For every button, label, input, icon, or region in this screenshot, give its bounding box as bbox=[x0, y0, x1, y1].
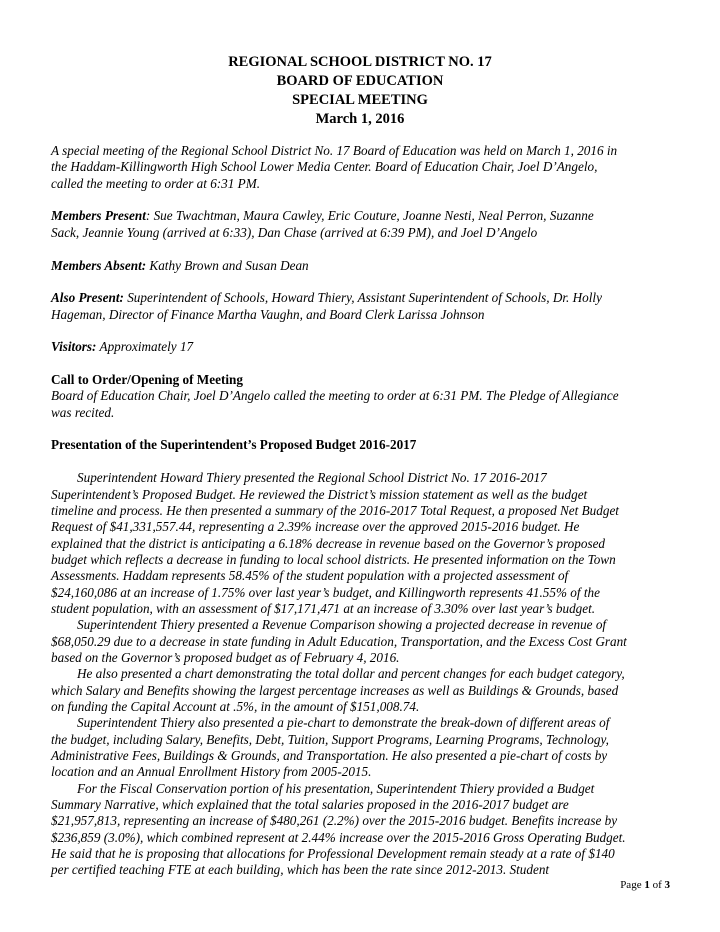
members-present-colon: : bbox=[145, 208, 151, 224]
call-to-order-section bbox=[51, 372, 676, 421]
page-number: 1 bbox=[644, 879, 650, 891]
paragraph-line: $68,050.29 due to a decrease in state funding in Adult Education, Transportation, and the Excess Cost Grant bbox=[51, 633, 627, 649]
document-body bbox=[51, 143, 676, 879]
paragraph-line: the budget, including Salary, Benefits, Debt, Tuition, Support Programs, Learning Programs, Technology, bbox=[51, 731, 609, 747]
paragraph-line: $21,957,813, representing an increase of $480,261 (2.2%) over the 2015-2016 budget. Benefits increase by bbox=[51, 813, 618, 829]
paragraph-line: Superintendent Howard Thiery presented the Regional School District No. 17 2016-2017 bbox=[77, 470, 547, 486]
members-absent-text: Kathy Brown and Susan Dean bbox=[146, 257, 309, 273]
paragraph-line: on funding the Capital Account at .5%, in the amount of $151,008.74. bbox=[51, 699, 420, 715]
paragraph-line: For the Fiscal Conservation portion of his presentation, Superintendent Thiery provided a Budget bbox=[77, 780, 595, 796]
members-absent-section bbox=[51, 258, 676, 274]
paragraph-line: budget which reflects a decrease in funding to local school districts. He presented information on the Town bbox=[51, 551, 616, 567]
members-absent-label: Members Absent: bbox=[51, 257, 147, 273]
presentation-paragraph-3 bbox=[51, 666, 676, 715]
visitors-text: Approximately 17 bbox=[96, 339, 194, 355]
members-present-line: Sue Twachtman, Maura Cawley, Eric Couture, Joanne Nesti, Neal Perron, Suzanne bbox=[150, 208, 594, 224]
header-board: BOARD OF EDUCATION bbox=[276, 73, 444, 89]
paragraph-line: He also presented a chart demonstrating the total dollar and percent changes for each budget category, bbox=[77, 666, 625, 682]
header-date: March 1, 2016 bbox=[315, 111, 405, 127]
paragraph-line: location and an Annual Enrollment History from 2005-2015. bbox=[51, 764, 372, 780]
header-district: REGIONAL SCHOOL DISTRICT NO. 17 bbox=[228, 54, 492, 70]
members-present-line: Sack, Jeannie Young (arrived at 6:33), Dan Chase (arrived at 6:39 PM), and Joel D’Angelo bbox=[51, 224, 538, 240]
also-present-label: Also Present: bbox=[51, 290, 124, 306]
visitors-section bbox=[51, 339, 676, 355]
also-present-line: Superintendent of Schools, Howard Thiery, Assistant Superintendent of Schools, Dr. Holly bbox=[123, 290, 602, 306]
members-present-section bbox=[51, 208, 676, 241]
paragraph-line: Administrative Fees, Buildings & Grounds, and Transportation. He also presented a pie-chart of costs by bbox=[51, 748, 608, 764]
call-to-order-heading: Call to Order/Opening of Meeting bbox=[51, 372, 243, 388]
presentation-section bbox=[51, 437, 676, 878]
members-present-label: Members Present bbox=[51, 208, 146, 224]
intro-line: called the meeting to order at 6:31 PM. bbox=[51, 175, 260, 191]
paragraph-line: per certified teaching FTE at each building, which has been the rate since 2012-2013. Student bbox=[51, 862, 550, 878]
paragraph-line: He said that he is proposing that allocations for Professional Development remain steady at a rate of $140 bbox=[51, 846, 615, 862]
intro-paragraph bbox=[51, 143, 676, 192]
paragraph-line: which Salary and Benefits showing the largest percentage increases as well as Buildings & Grounds, based bbox=[51, 682, 619, 698]
paragraph-line: Summary Narrative, which explained that the total salaries proposed in the 2016-2017 budget are bbox=[51, 797, 569, 813]
page-footer bbox=[620, 879, 670, 891]
paragraph-line: based on the Governor’s proposed budget as of February 4, 2016. bbox=[51, 649, 400, 665]
visitors-label: Visitors: bbox=[51, 339, 97, 355]
page-word: Page bbox=[620, 879, 645, 891]
call-to-order-line: Board of Education Chair, Joel D’Angelo called the meeting to order at 6:31 PM. The Pledge of Allegiance bbox=[51, 388, 619, 404]
paragraph-line: timeline and process. He then presented a summary of the 2016-2017 Total Request, a proposed Net Budget bbox=[51, 502, 619, 518]
presentation-paragraph-2 bbox=[51, 617, 676, 666]
page-total: 3 bbox=[664, 879, 670, 891]
presentation-paragraph-4 bbox=[51, 715, 676, 780]
presentation-heading: Presentation of the Superintendent’s Proposed Budget 2016-2017 bbox=[51, 437, 417, 453]
header-meeting-type: SPECIAL MEETING bbox=[292, 92, 428, 108]
intro-line: the Haddam-Killingworth High School Lower Media Center. Board of Education Chair, Joel D’Angelo, bbox=[51, 159, 598, 175]
paragraph-line: $24,160,086 at an increase of 1.75% over last year’s budget, and Killingworth represents 41.55% of the bbox=[51, 584, 600, 600]
of-word: of bbox=[649, 879, 665, 891]
paragraph-line: Superintendent Thiery also presented a pie-chart to demonstrate the break-down of different areas of bbox=[77, 715, 610, 731]
paragraph-line: Assessments. Haddam represents 58.45% of the student population with a projected assessment of bbox=[51, 568, 569, 584]
presentation-paragraph-1 bbox=[51, 470, 676, 617]
paragraph-line: $236,859 (3.0%), which combined represent at 2.44% increase over the 2015-2016 Gross Operating Budget. bbox=[51, 829, 626, 845]
presentation-paragraph-5 bbox=[51, 781, 676, 879]
paragraph-line: Request of $41,331,557.44, representing a 2.39% increase over the approved 2015-2016 budget. He bbox=[51, 519, 580, 535]
intro-line: A special meeting of the Regional School District No. 17 Board of Education was held on March 1, 2016 in bbox=[51, 143, 618, 158]
paragraph-line: explained that the district is anticipating a 6.18% decrease in revenue based on the Governor’s proposed bbox=[51, 535, 606, 551]
also-present-line: Hageman, Director of Finance Martha Vaughn, and Board Clerk Larissa Johnson bbox=[51, 306, 485, 322]
also-present-section bbox=[51, 290, 676, 323]
paragraph-line: Superintendent Thiery presented a Revenue Comparison showing a projected decrease in revenue of bbox=[77, 617, 607, 633]
call-to-order-line: was recited. bbox=[51, 404, 115, 420]
paragraph-line: student population, with an assessment of $17,171,471 at an increase of 3.30% over last year’s budget. bbox=[51, 600, 596, 616]
document-header bbox=[0, 53, 720, 129]
paragraph-line: Superintendent’s Proposed Budget. He reviewed the District’s mission statement as well as the budget bbox=[51, 486, 588, 502]
